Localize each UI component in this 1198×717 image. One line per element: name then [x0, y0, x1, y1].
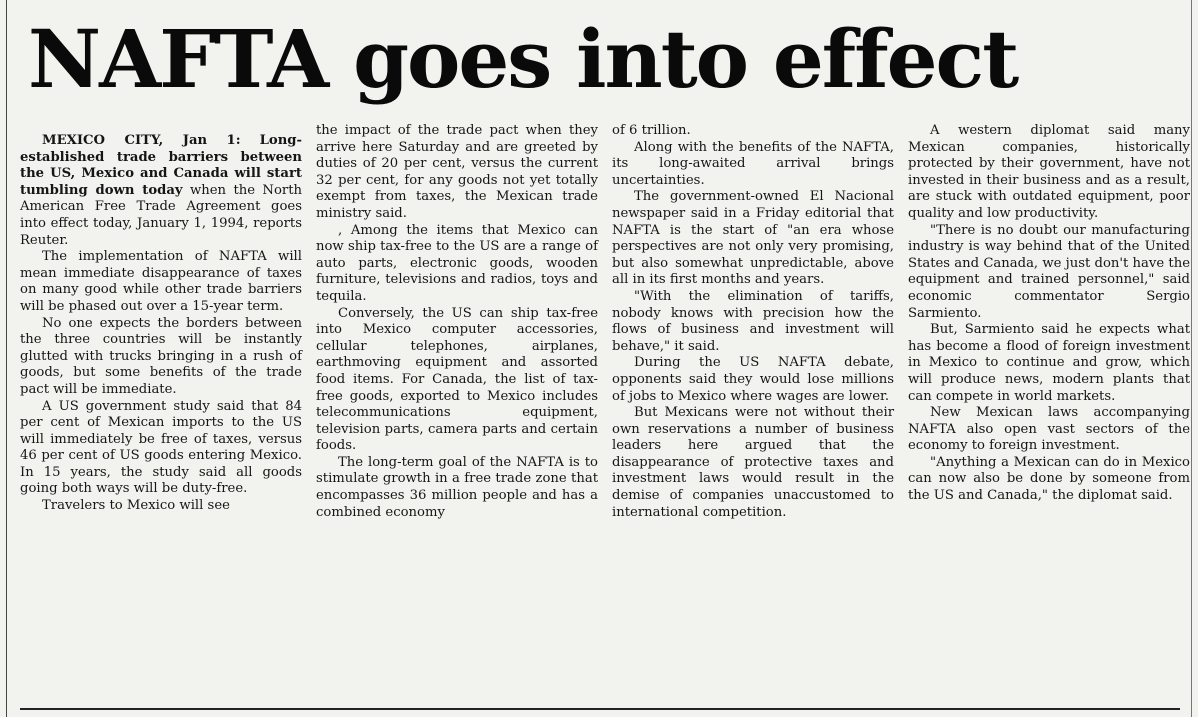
paragraph-text: when the North American Free Trade Agreement goes into effect today, January 1, 1994, reports Reuter.: [20, 182, 303, 248]
left-column-rule: [6, 0, 7, 717]
article-column-4: [908, 123, 1190, 505]
article-paragraph: A US government study said that 84 per cent of Mexican imports to the US will immediately be free of taxes, versus 46 per cent of US goods entering Mexico. In 15 years, the study said all goods going both ways will be duty-free.: [20, 398, 302, 497]
article-paragraph: of 6 trillion.: [612, 123, 691, 138]
bottom-rule: [20, 708, 1180, 710]
article-paragraph: [20, 133, 302, 249]
article-column-3: [612, 123, 894, 521]
article-paragraph: Conversely, the US can ship tax-free into Mexico computer accessories, cellular telephones, airplanes, earthmoving equipment and assorted food items. For Canada, the list of tax-free goods, exported to Mexico includes telecommunications equipment, television parts, camera parts and certain foods.: [316, 305, 598, 454]
article-paragraph: The implementation of NAFTA will mean immediate disappearance of taxes on many good while other trade barriers will be phased out over a 15-year term.: [20, 249, 302, 314]
article-column-2: [316, 123, 598, 521]
article-column-1: [20, 133, 302, 515]
headline: NAFTA goes into effect: [28, 12, 1018, 106]
article-paragraph: No one expects the borders between the three countries will be instantly glutted with trucks bringing in a rush of goods, but some benefits of the trade pact will be immediate.: [20, 315, 302, 397]
article-paragraph: The government-owned El Nacional newspaper said in a Friday editorial that NAFTA is the start of "an era whose perspectives are not only very promising, but also somewhat unpredictable, above all in its first months and years.: [612, 189, 894, 288]
article-paragraph: A western diplomat said many Mexican companies, historically protected by their government, have not invested in their business and as a result, are stuck with outdated equipment, poor quality and low productivity.: [908, 123, 1190, 221]
right-column-rule: [1191, 0, 1192, 717]
article-paragraph: But Mexicans were not without their own reservations a number of business leaders here argued that the disappearance of protective taxes and investment laws would result in the demise of companies unaccustomed to international competition.: [612, 405, 894, 520]
dateline: MEXICO CITY, Jan 1:: [42, 133, 241, 148]
article-paragraph: But, Sarmiento said he expects what has become a flood of foreign investment in Mexico to continue and grow, which will produce news, modern plants that can compete in world markets.: [908, 322, 1190, 404]
article-paragraph: the impact of the trade pact when they arrive here Saturday and are greeted by duties of 20 per cent, versus the current 32 per cent, for any goods not yet totally exempt from taxes, the Mexican trade ministry said.: [316, 123, 598, 221]
article-paragraph: "Anything a Mexican can do in Mexico can now also be done by someone from the US and Canada," the diplomat said.: [908, 454, 1190, 504]
article-paragraph: Travelers to Mexico will see: [42, 498, 230, 514]
article-paragraph: New Mexican laws accompanying NAFTA also open vast sectors of the economy to foreign investment.: [908, 405, 1190, 454]
article-paragraph: During the US NAFTA debate, opponents said they would lose millions of jobs to Mexico where wages are lower.: [612, 355, 894, 404]
article-paragraph: Along with the benefits of the NAFTA, its long-awaited arrival brings uncertainties.: [612, 139, 894, 188]
article-paragraph: The long-term goal of the NAFTA is to stimulate growth in a free trade zone that encompasses 36 million people and has a combined economy: [316, 454, 598, 520]
article-paragraph: , Among the items that Mexico can now ship tax-free to the US are a range of auto parts, electronic goods, wooden furniture, televisions and radios, toys and tequila.: [316, 222, 598, 304]
lead-text: Long-established trade barriers between the US, Mexico and Canada will start tumbling down today: [20, 133, 302, 198]
article-paragraph: "There is no doubt our manufacturing industry is way behind that of the United States and Canada, we just don't have the equipment and trained personnel," said economic commentator Sergio Sarmiento.: [908, 222, 1190, 321]
article-paragraph: "With the elimination of tariffs, nobody knows with precision how the flows of business and investment will behave," it said.: [612, 288, 894, 354]
